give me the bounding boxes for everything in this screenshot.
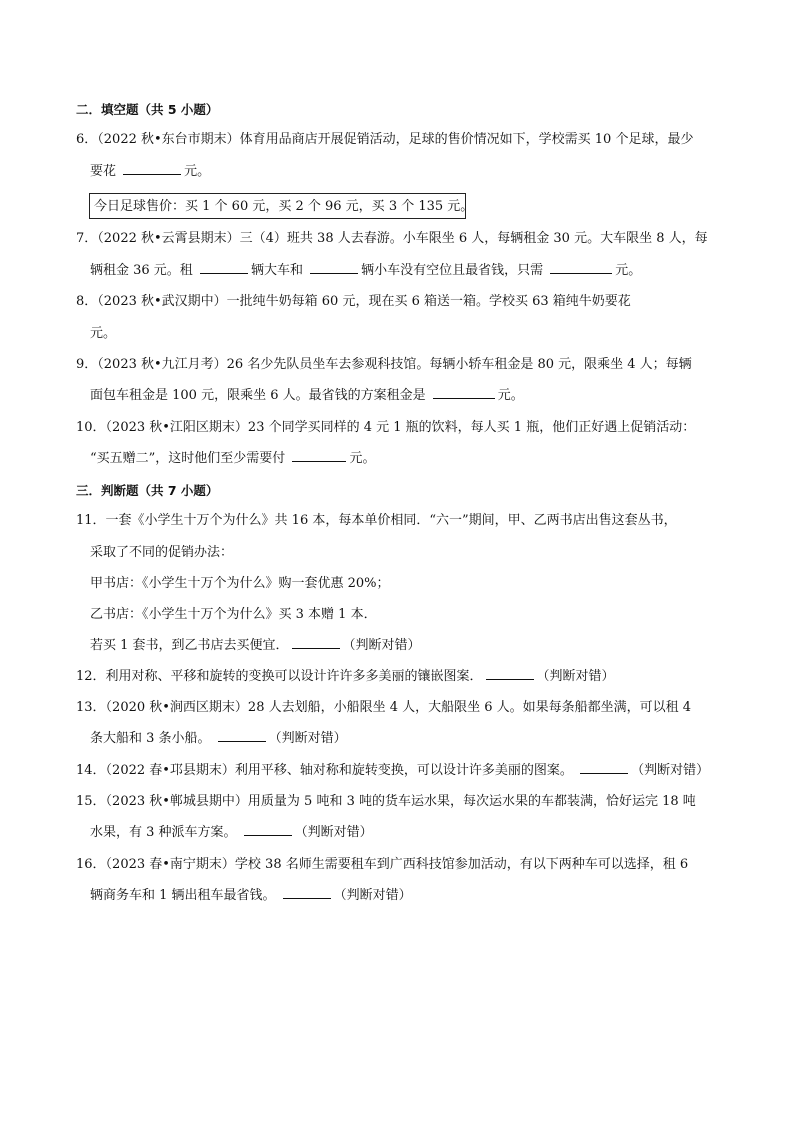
question-11-line-2: 采取了不同的促销办法： xyxy=(90,545,234,560)
question-8-line-2: 元。 xyxy=(90,326,117,341)
answer-blank[interactable] xyxy=(310,261,358,274)
question-11-line-3: 甲书店：《小学生十万个为什么》购一套优惠 20%； xyxy=(90,576,390,591)
answer-blank[interactable] xyxy=(580,761,628,774)
question-13-text-b: （判断对错） xyxy=(268,731,347,746)
question-6-text-a: 要花 xyxy=(90,164,121,179)
question-13-text-a: 条大船和 3 条小船。 xyxy=(90,731,215,746)
question-16-text-b: （判断对错） xyxy=(333,888,412,903)
answer-blank[interactable] xyxy=(218,729,266,742)
question-7-text-d: 元。 xyxy=(615,263,642,278)
question-16-text-a: 辆商务车和 1 辆出租车最省钱。 xyxy=(90,888,280,903)
question-7-line-2 xyxy=(90,261,641,281)
question-6-line-1: 6．（2022 秋•东台市期末）体育用品商店开展促销活动，足球的售价情况如下，学校需买 10 个足球，最少 xyxy=(76,132,694,147)
question-10-text-b: 元。 xyxy=(349,451,376,466)
question-7-line-1: 7．（2022 秋•云霄县期末）三（4）班共 38 人去春游。小车限坐 6 人，每辆租金 30 元。大车限坐 8 人，每 xyxy=(76,231,708,246)
question-6-line-2 xyxy=(90,162,210,182)
answer-blank[interactable] xyxy=(292,449,346,462)
question-13-line-2 xyxy=(90,729,347,749)
question-12-text-b: （判断对错） xyxy=(536,669,615,684)
answer-blank[interactable] xyxy=(550,261,612,274)
question-11-text-a: 若买 1 套书，到乙书店去买便宜． xyxy=(90,638,289,653)
answer-blank[interactable] xyxy=(486,667,534,680)
question-15-text-b: （判断对错） xyxy=(294,825,373,840)
section-true-false-title: 三．判断题（共 7 小题） xyxy=(76,483,219,498)
question-11-line-4: 乙书店：《小学生十万个为什么》买 3 本赠 1 本． xyxy=(90,607,377,622)
question-10-text-a: “买五赠二”，这时他们至少需要付 xyxy=(90,451,290,466)
question-9-text-b: 元。 xyxy=(497,388,524,403)
answer-blank[interactable] xyxy=(283,886,331,899)
question-10-line-2 xyxy=(90,449,375,469)
price-info-box: 今日足球售价：买 1 个 60 元，买 2 个 96 元，买 3 个 135 元。 xyxy=(89,193,466,219)
question-14-line-1 xyxy=(76,761,709,781)
question-8-line-1: 8．（2023 秋•武汉期中）一批纯牛奶每箱 60 元，现在买 6 箱送一箱。学校买 63 箱纯牛奶要花 xyxy=(76,294,631,309)
answer-blank[interactable] xyxy=(200,261,248,274)
question-10-line-1: 10．（2023 秋•江阳区期末）23 个同学买同样的 4 元 1 瓶的饮料，每人买 1 瓶，他们正好遇上促销活动： xyxy=(76,420,696,435)
question-7-text-c: 辆小车没有空位且最省钱，只需 xyxy=(361,263,548,278)
question-16-line-2 xyxy=(90,886,412,906)
question-6-text-b: 元。 xyxy=(184,164,211,179)
question-13-line-1: 13．（2020 秋•涧西区期末）28 人去划船，小船限坐 4 人，大船限坐 6 人。如果每条船都坐满，可以租 4 xyxy=(76,700,692,715)
question-14-text-b: （判断对错） xyxy=(631,763,710,778)
answer-blank[interactable] xyxy=(433,386,495,399)
question-12-line-1 xyxy=(76,667,615,687)
question-9-text-a: 面包车租金是 100 元，限乘坐 6 人。最省钱的方案租金是 xyxy=(90,388,430,403)
question-7-text-b: 辆大车和 xyxy=(250,263,308,278)
question-14-text-a: 14．（2022 春•邛县期末）利用平移、轴对称和旋转变换，可以设计许多美丽的图案。 xyxy=(76,763,578,778)
question-11-text-b: （判断对错） xyxy=(342,638,421,653)
question-11-line-5 xyxy=(90,636,421,656)
answer-blank[interactable] xyxy=(123,162,181,175)
question-9-line-2 xyxy=(90,386,524,406)
question-15-line-1: 15．（2023 秋•郸城县期中）用质量为 5 吨和 3 吨的货车运水果，每次运水果的车都装满，恰好运完 18 吨 xyxy=(76,794,696,809)
answer-blank[interactable] xyxy=(244,823,292,836)
question-12-text-a: 12．利用对称、平移和旋转的变换可以设计许许多多美丽的镶嵌图案． xyxy=(76,669,483,684)
question-7-text-a: 辆租金 36 元。租 xyxy=(90,263,197,278)
question-15-line-2 xyxy=(90,823,373,843)
question-16-line-1: 16．（2023 春•南宁期末）学校 38 名师生需要租车到广西科技馆参加活动，有以下两种车可以选择，租 6 xyxy=(76,857,689,872)
answer-blank[interactable] xyxy=(292,636,340,649)
question-9-line-1: 9．（2023 秋•九江月考）26 名少先队员坐车去参观科技馆。每辆小轿车租金是 80 元，限乘坐 4 人；每辆 xyxy=(76,357,692,372)
question-15-text-a: 水果，有 3 种派车方案。 xyxy=(90,825,241,840)
question-11-line-1: 11．一套《小学生十万个为什么》共 16 本，每本单价相同．“六一”期间，甲、乙两书店出售这套丛书， xyxy=(76,513,677,528)
section-fill-blank-title: 二．填空题（共 5 小题） xyxy=(76,102,219,117)
